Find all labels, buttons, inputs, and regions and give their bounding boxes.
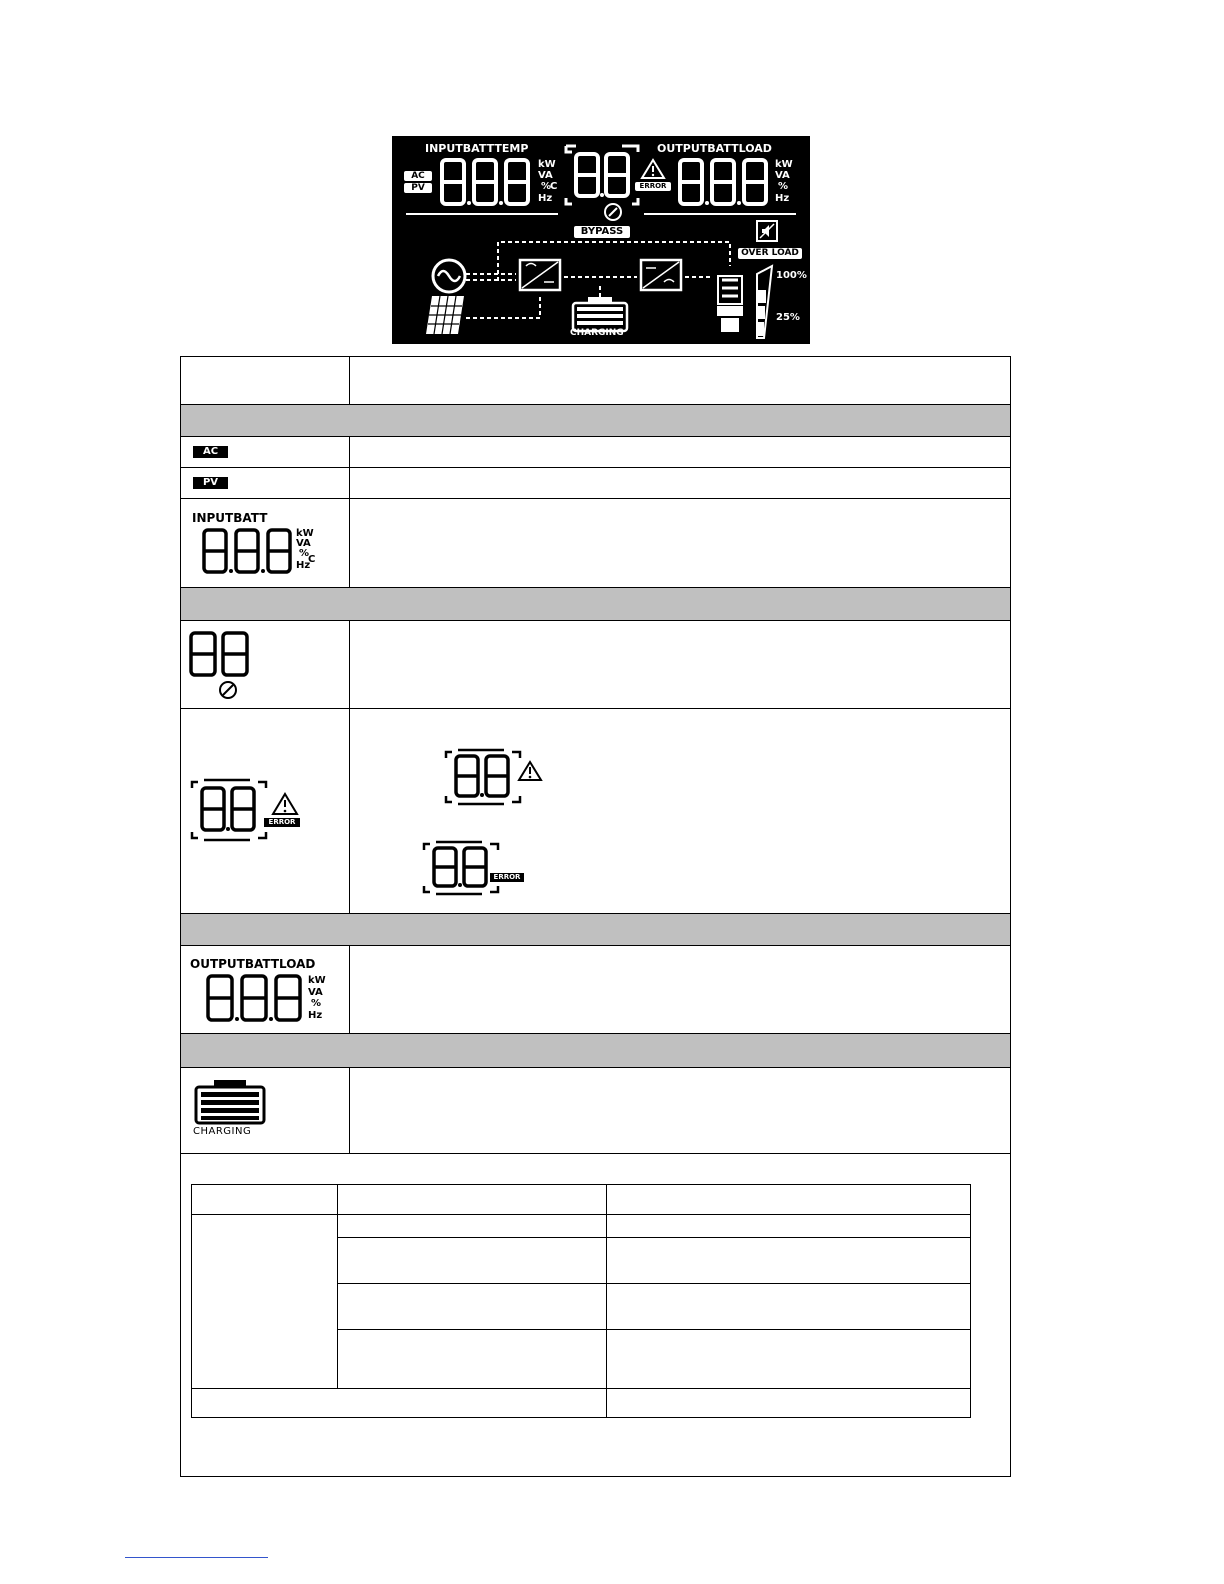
warning-icon: [273, 794, 297, 814]
load-bulb-icon: [717, 276, 743, 332]
charger-box-icon: [520, 260, 560, 290]
input-batt-label: INPUTBATT: [192, 511, 268, 525]
section-bar-4: [181, 1034, 1010, 1067]
inverter-box-icon: [641, 260, 681, 290]
lcd-input-digits: [438, 156, 534, 208]
battery-icon: [573, 297, 627, 331]
input-unit-celsius: C: [308, 554, 316, 565]
section-bar-1: [181, 405, 1010, 436]
lcd-unit-hz: Hz: [538, 193, 553, 204]
lcd-out-unit-hz: Hz: [775, 193, 790, 204]
fault-code-icon: [188, 630, 254, 700]
lcd-pv-badge: PV: [404, 183, 432, 193]
warning-icon: [640, 158, 666, 180]
lcd-charging-label: CHARGING: [570, 328, 624, 338]
section-bar-3: [181, 914, 1010, 945]
lcd-unit-celsius: C: [550, 181, 558, 192]
lcd-overload-label: OVER LOAD: [738, 248, 802, 259]
wrench-icon: [220, 682, 236, 698]
lcd-unit-kw: kW: [538, 159, 556, 170]
wrench-icon: [603, 202, 623, 222]
lcd-load-100: 100%: [776, 270, 807, 281]
lcd-ac-badge: AC: [404, 171, 432, 181]
input-unit-hz: Hz: [296, 560, 311, 571]
warning-error-icon: [188, 776, 306, 844]
output-unit-kw: kW: [308, 975, 326, 986]
error-example-label: ERROR: [493, 873, 521, 881]
output-batt-load-label: OUTPUTBATTLOAD: [190, 957, 316, 971]
charging-label: CHARGING: [193, 1126, 252, 1137]
output-digits-icon: [204, 972, 304, 1024]
input-unit-va: VA: [296, 538, 311, 549]
footer-link-underline[interactable]: [125, 1557, 268, 1558]
warning-example-icon: [442, 746, 546, 808]
input-unit-kw: kW: [296, 528, 314, 539]
lcd-unit-percent: %: [541, 181, 552, 192]
lcd-load-25: 25%: [776, 312, 800, 323]
solar-panel-icon: [426, 296, 464, 334]
lcd-output-label: OUTPUTBATTLOAD: [657, 142, 772, 155]
lcd-output-digits: [676, 156, 772, 208]
error-label: ERROR: [268, 818, 296, 826]
input-unit-percent: %: [299, 548, 310, 559]
ac-badge: AC: [193, 446, 228, 458]
error-example-icon: [420, 838, 528, 898]
lcd-flow-diagram: [392, 226, 810, 344]
lcd-out-unit-percent: %: [778, 181, 789, 192]
lcd-fault-digits: [562, 142, 642, 208]
output-unit-percent: %: [311, 998, 322, 1009]
lcd-out-unit-va: VA: [775, 170, 790, 181]
load-level-bars: [757, 266, 772, 338]
warning-icon: [519, 762, 541, 780]
output-unit-va: VA: [308, 987, 323, 998]
pv-badge: PV: [193, 477, 228, 489]
input-digits-icon: [200, 526, 296, 576]
lcd-unit-va: VA: [538, 170, 553, 181]
lcd-display-panel: [392, 136, 810, 344]
lcd-divider-left: [406, 213, 558, 215]
section-bar-2: [181, 588, 1010, 620]
lcd-input-label: INPUTBATTTEMP: [425, 142, 529, 155]
lcd-divider-right: [644, 213, 796, 215]
output-unit-hz: Hz: [308, 1010, 323, 1021]
lcd-error-label: ERROR: [635, 182, 671, 191]
battery-charging-icon: [192, 1078, 272, 1128]
lcd-bypass-label: BYPASS: [574, 226, 630, 238]
lcd-out-unit-kw: kW: [775, 159, 793, 170]
